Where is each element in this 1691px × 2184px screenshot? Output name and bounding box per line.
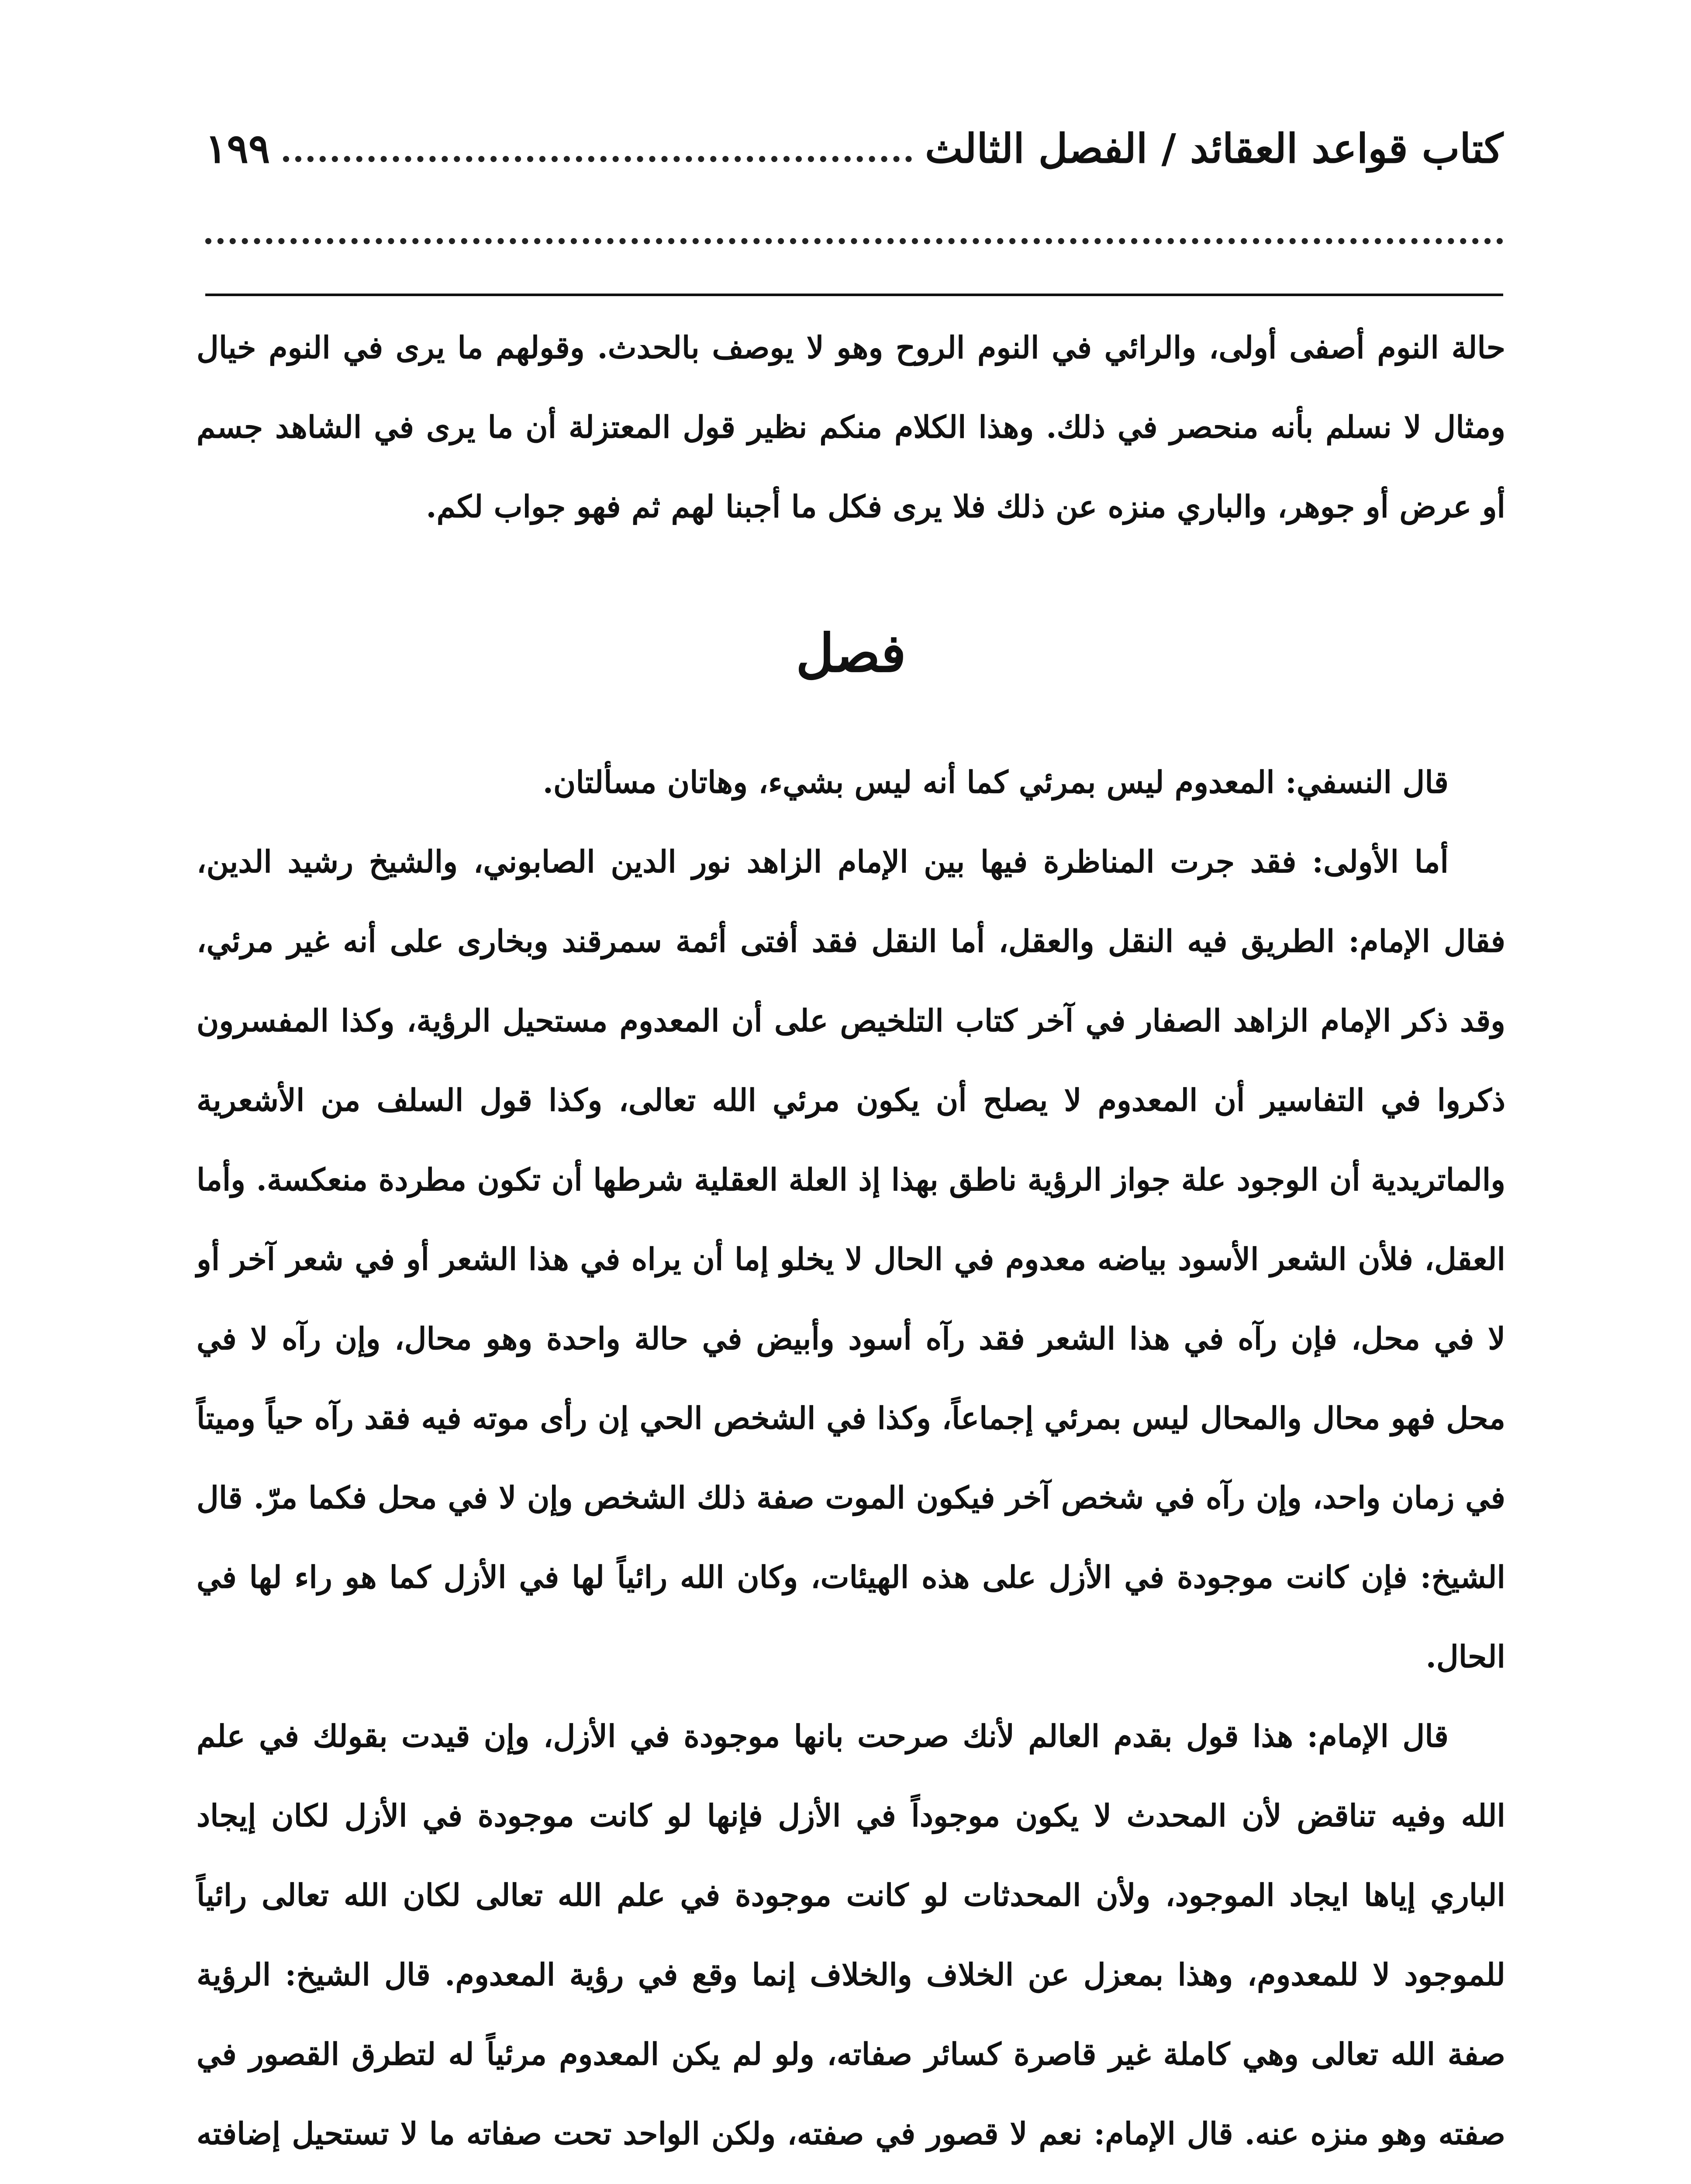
main-text [197,743,1505,2184]
paragraph-1: قال النسفي: المعدوم ليس بمرئي كما أنه ليس بشيء، وهاتان مسألتان. [542,764,1449,800]
paragraph-3: قال الإمام: هذا قول بقدم العالم لأنك صرحت بانها موجودة في الأزل، وإن قيدت بقولك في علم الله وفيه تناقض لأن المحدث لا يكون موجوداً في الأزل فإنها لو كانت موجودة في الأزل لكان إيجاد الباري إياها ايجاد الموجود، ولأن المحدثات لو كانت موجودة في علم الله تعالى لكان الله تعالى رائياً للموجود لا للمعدوم، وهذا بمعزل عن الخلاف والخلاف إنما وقع في رؤية المعدوم. قال الشيخ: الرؤية صفة الله تعالى وهي كاملة غير قاصرة كسائر صفاته، ولو لم يكن المعدوم مرئياً له لتطرق القصور في صفته وهو منزه عنه. قال الإمام: نعم لا قصور في صفته، ولكن الواحد تحت صفاته ما لا تستحيل إضافته [197,1718,1505,2152]
header-dot-leader [283,156,912,162]
page-number: ١٩٩ [205,125,270,172]
continued-paragraph: حالة النوم أصفى أولى، والرائي في النوم الروح وهو لا يوصف بالحدث. وقولهم ما يرى في النوم خيال ومثال لا نسلم بأنه منحصر في ذلك. وهذا الكلام منكم نظير قول المعتزلة أن ما يرى في الشاهد جسم أو عرض أو جوهر، والباري منزه عن ذلك فلا يرى فكل ما أجبنا لهم ثم فهو جواب لكم. [197,329,1505,525]
dotted-divider [205,238,1503,244]
section-heading: فصل [796,622,906,684]
solid-divider [205,294,1503,296]
running-header [205,118,1503,179]
header-title: كتاب قواعد العقائد / الفصل الثالث [925,125,1503,172]
paragraph-2: أما الأولى: فقد جرت المناظرة فيها بين الإمام الزاهد نور الدين الصابوني، والشيخ رشيد الدين، فقال الإمام: الطريق فيه النقل والعقل، أما النقل فقد أفتى أئمة سمرقند وبخارى على أنه غير مرئي، وقد ذكر الإمام الزاهد الصفار في آخر كتاب التلخيص على أن المعدوم مستحيل الرؤية، وكذا المفسرون ذكروا في التفاسير أن المعدوم لا يصلح أن يكون مرئي الله تعالى، وكذا قول السلف من الأشعرية والماتريدية أن الوجود علة جواز الرؤية ناطق بهذا إذ العلة العقلية شرطها أن تكون مطردة منعكسة. وأما العقل، فلأن الشعر الأسود بياضه معدوم في الحال لا يخلو إما أن يراه في هذا الشعر أو في شعر آخر أو لا في محل، فإن رآه في هذا الشعر فقد رآه أسود وأبيض في حالة واحدة وهو محال، وإن رآه لا في محل فهو محال والمحال ليس بمرئي إجماعاً، وكذا في الشخص الحي إن رأى موته فيه فقد رآه حياً وميتاً في زمان واحد، وإن رآه في شخص آخر فيكون الموت صفة ذلك الشخص وإن لا في محل فكما مرّ. قال الشيخ: فإن كانت موجودة في الأزل على هذه الهيئات، وكان الله رائياً لها في الأزل كما هو راء لها في الحال. [197,843,1505,1675]
